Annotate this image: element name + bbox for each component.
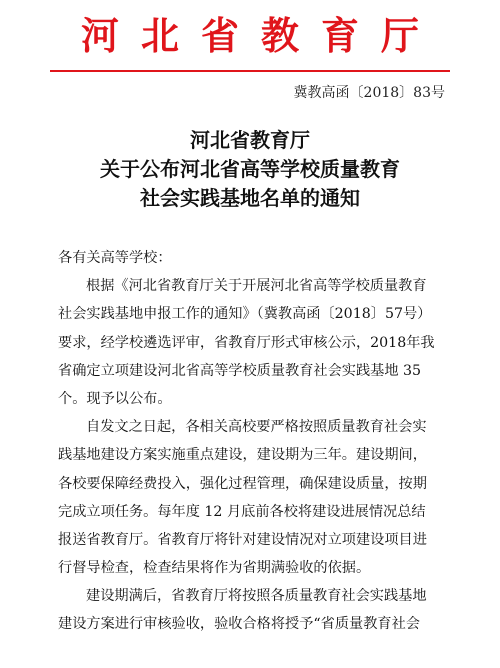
masthead-title: 河北省教育厅 — [80, 13, 441, 58]
body-line: 完成立项任务。每年度 12 月底前各校将建设进展情况总结 — [58, 503, 426, 520]
notice-body — [58, 244, 448, 639]
masthead-red-rule — [50, 70, 450, 72]
title-line-3: 社会实践基地名单的通知 — [140, 186, 360, 210]
body-line: 建设期满后，省教育厅将按照各质量教育社会实践基地 — [86, 588, 427, 605]
body-line: 要求，经学校遴选评审，省教育厅形式审核公示，2018年我 — [58, 334, 435, 351]
body-line: 省确定立项建设河北省高等学校质量教育社会实践基地 35 — [58, 362, 422, 379]
body-line: 自发文之日起，各相关高校要严格按照质量教育社会实 — [86, 419, 427, 436]
body-line: 行督导检查，检查结果将作为省期满验收的依据。 — [58, 560, 371, 577]
document-number: 冀教高函〔2018〕83号 — [293, 85, 445, 101]
notice-title — [0, 126, 500, 213]
body-line: 社会实践基地申报工作的通知》（冀教高函〔2018〕57号） — [58, 306, 432, 323]
body-line: 各有关高等学校： — [58, 250, 172, 266]
body-line: 个。现予以公布。 — [58, 390, 172, 407]
title-line-2: 关于公布河北省高等学校质量教育 — [100, 157, 400, 181]
body-line: 根据《河北省教育厅关于开展河北省高等学校质量教育 — [86, 278, 427, 295]
body-line: 各校要保障经费投入，强化过程管理，确保建设质量，按期 — [58, 475, 427, 492]
body-line: 践基地建设方案实施重点建设，建设期为三年。建设期间， — [58, 447, 427, 464]
body-line: 建设方案进行审核验收，验收合格将授予“省质量教育社会 — [58, 616, 420, 633]
body-line: 报送省教育厅。省教育厅将针对建设情况对立项建设项目进 — [58, 531, 427, 548]
title-line-1: 河北省教育厅 — [190, 128, 310, 152]
